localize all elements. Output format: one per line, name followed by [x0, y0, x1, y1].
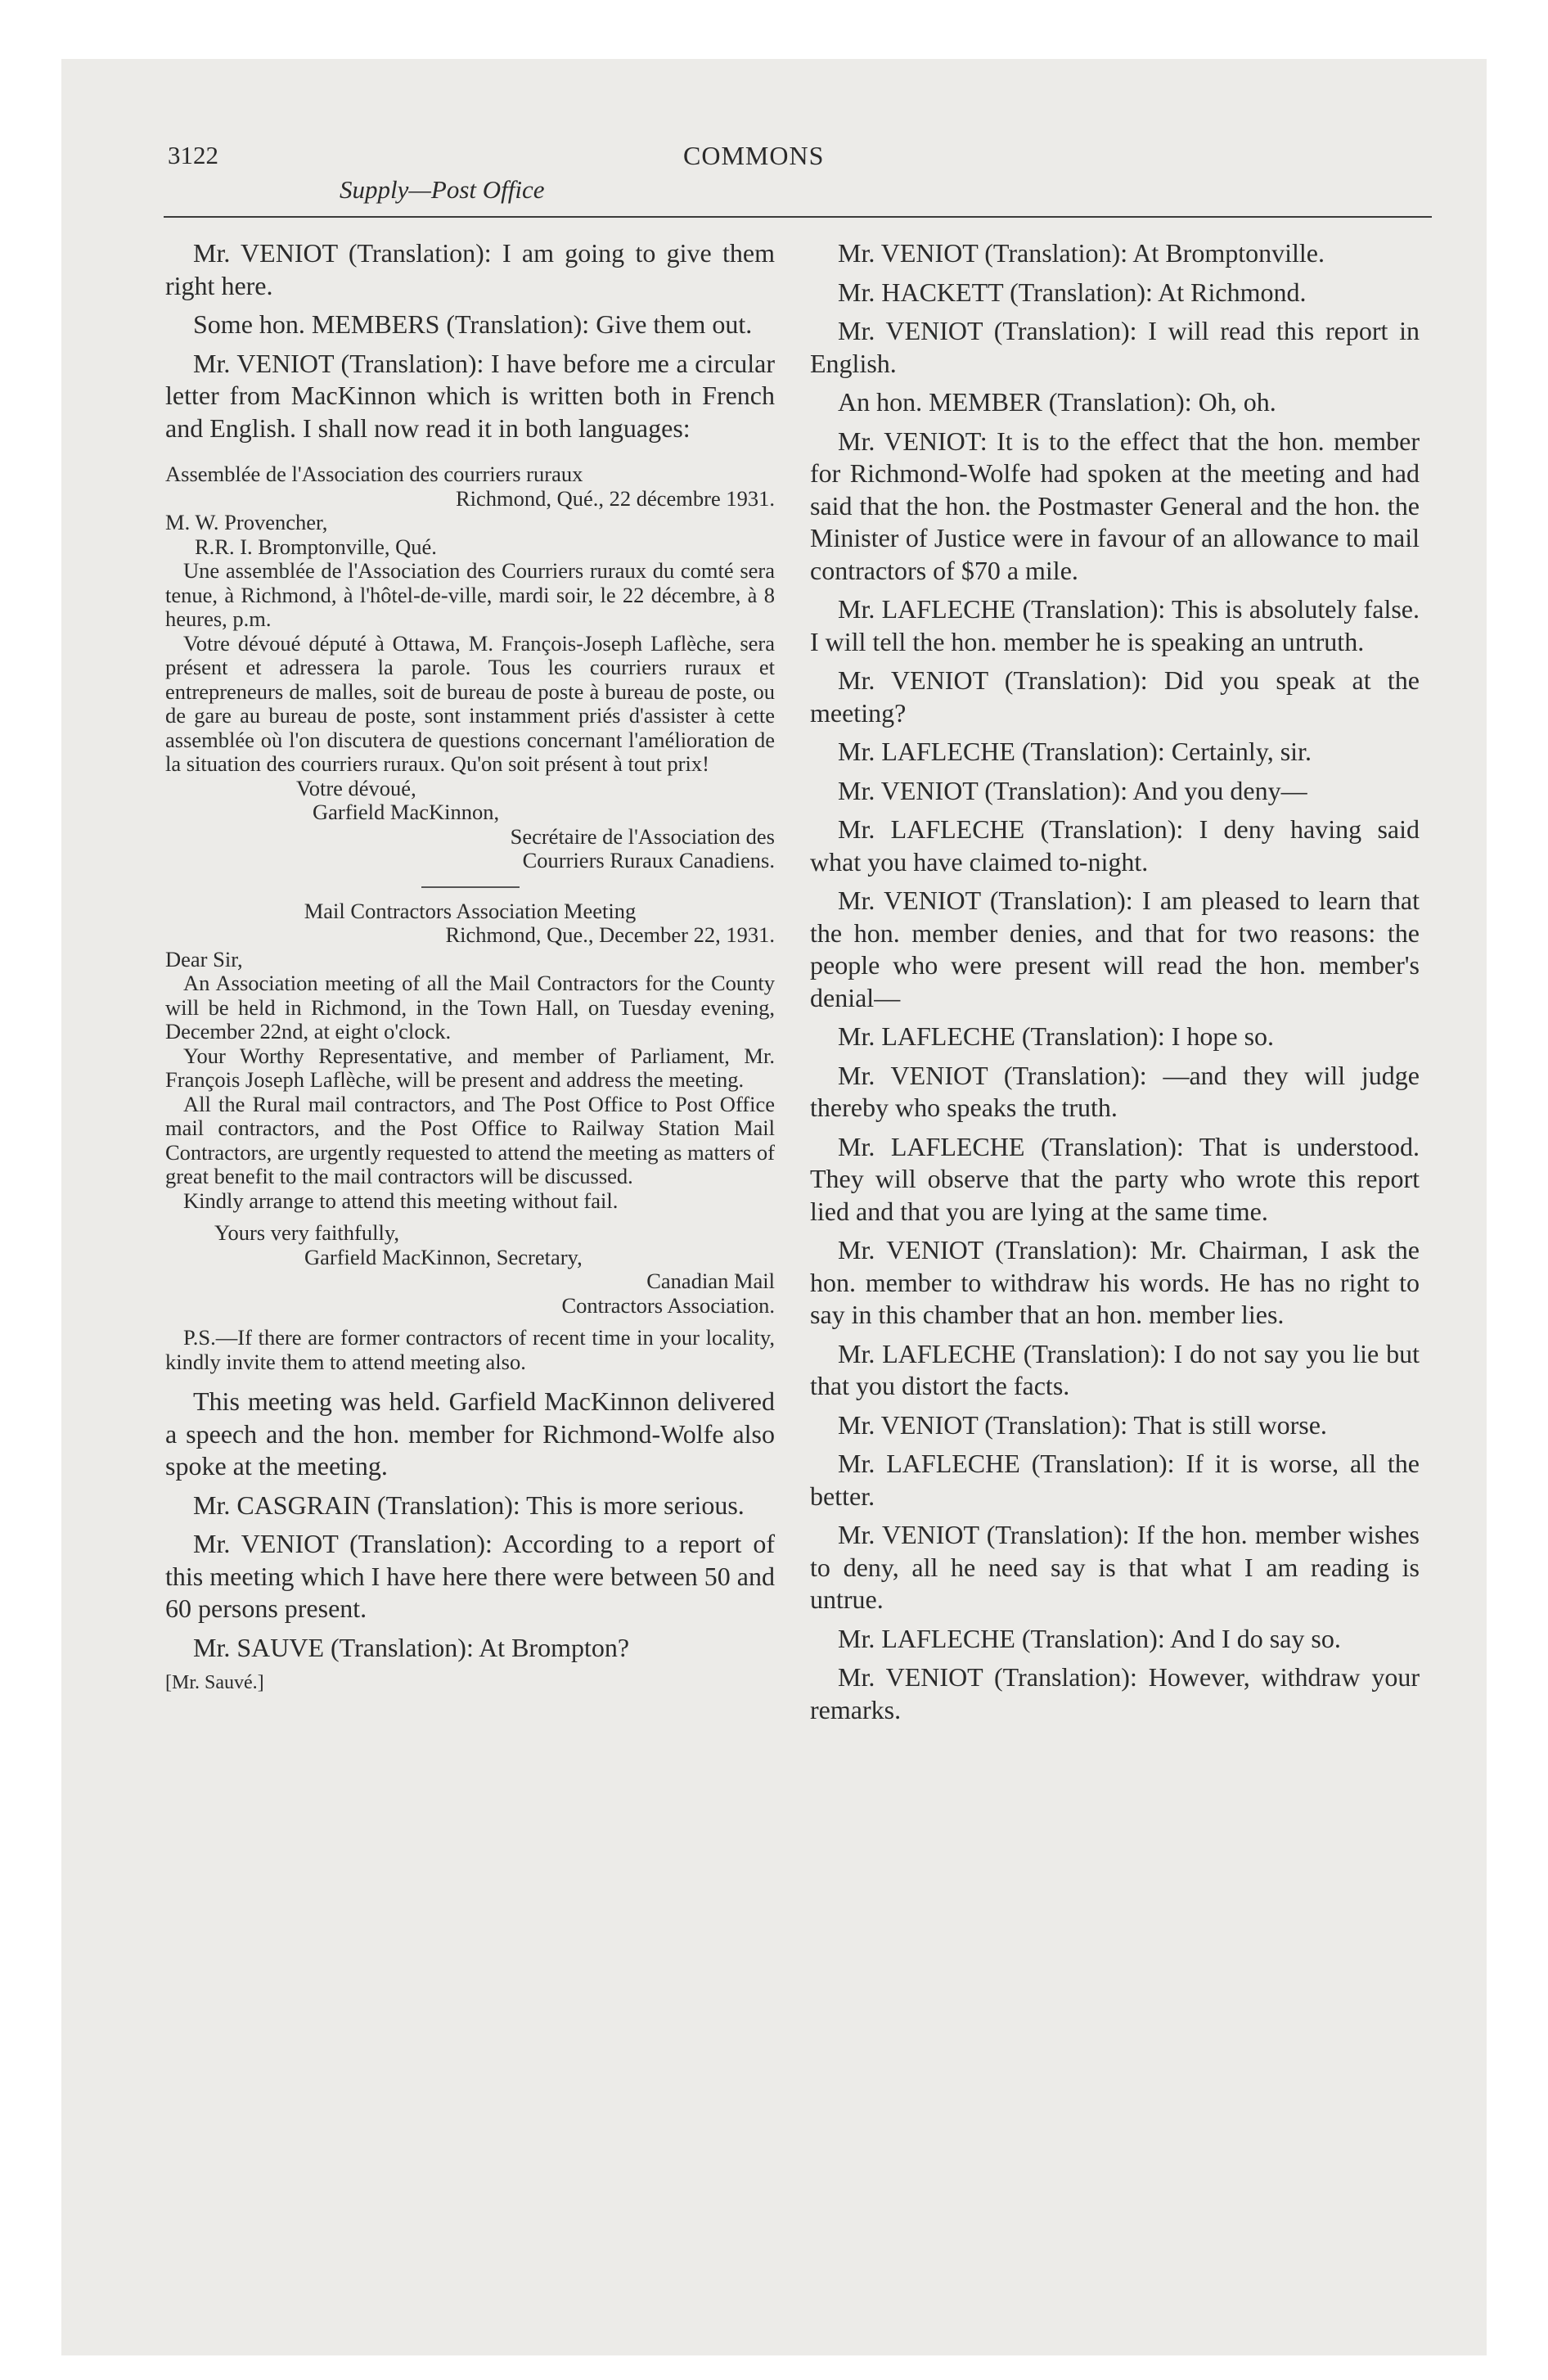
page-number: 3122 — [168, 141, 218, 169]
paragraph: Mr. LAFLECHE (Translation): And I do say so. — [838, 1623, 1341, 1653]
circular-signature: Garfield MacKinnon, — [313, 800, 500, 824]
paragraph: Mr. LAFLECHE (Translation): I do not say you lie but that you distort the facts. — [810, 1338, 1420, 1400]
paragraph: Mr. LAFLECHE (Translation): I hope so. — [838, 1021, 1275, 1051]
french-circular — [165, 462, 775, 873]
paragraph: Mr. VENIOT: It is to the effect that the hon. member for Richmond-Wolfe had spoken at the meeting and had said that the hon. the Postmaster General and the hon. the Minister of Justice were in favour of an allowance to mail contractors of $70 a mile. — [810, 426, 1420, 585]
circular-signature: Courriers Ruraux Canadiens. — [522, 848, 775, 872]
circular-paragraph: Une assemblée de l'Association des Courriers ruraux du comté sera tenue, à Richmond, à l'hôtel-de-ville, mardi soir, le 22 décembre, à 8 heures, p.m. — [165, 558, 775, 631]
paragraph: Mr. CASGRAIN (Translation): This is more serious. — [193, 1490, 745, 1520]
right-column — [810, 237, 1420, 1733]
circular-signature: Votre dévoué, — [296, 775, 416, 800]
circular-paragraph: Your Worthy Representative, and member of Parliament, Mr. François Joseph Laflèche, will be present and address the meeting. — [165, 1043, 775, 1092]
circular-address: M. W. Provencher, — [165, 510, 328, 534]
section-divider — [421, 886, 520, 888]
circular-signature: Garfield MacKinnon, Secretary, — [304, 1244, 583, 1269]
paragraph: Some hon. MEMBERS (Translation): Give them out. — [193, 309, 753, 339]
circular-signature: Secrétaire de l'Association des — [510, 823, 775, 849]
paragraph: Mr. VENIOT (Translation): And you deny— — [838, 775, 1307, 805]
english-circular — [165, 899, 775, 1375]
circular-dateline: Richmond, Qué., 22 décembre 1931. — [455, 485, 775, 511]
circular-paragraph: Kindly arrange to attend this meeting without fail. — [183, 1188, 619, 1213]
paragraph: Mr. LAFLECHE (Translation): I deny having said what you have claimed to-night. — [810, 814, 1420, 877]
circular-dateline: Richmond, Que., December 22, 1931. — [445, 922, 775, 947]
circular-address: R.R. I. Bromptonville, Qué. — [195, 534, 437, 559]
paragraph: Mr. LAFLECHE (Translation): That is understood. They will observe that the party who wrote this report lied and that you are lying at the same time. — [810, 1131, 1420, 1226]
paragraph: Mr. LAFLECHE (Translation): This is absolutely false. I will tell the hon. member he is speaking an untruth. — [810, 594, 1420, 656]
paragraph: Mr. VENIOT (Translation): I will read this report in English. — [810, 316, 1420, 378]
paragraph: Mr. VENIOT (Translation): Mr. Chairman, I ask the hon. member to withdraw his words. He has no right to say in this chamber that an hon. member lies. — [810, 1235, 1420, 1329]
paragraph: Mr. VENIOT (Translation): —and they will judge thereby who speaks the truth. — [810, 1060, 1420, 1122]
paragraph: Mr. VENIOT (Translation): At Bromptonville. — [838, 238, 1325, 268]
circular-signature: Canadian Mail — [646, 1269, 775, 1293]
paragraph: This meeting was held. Garfield MacKinnon delivered a speech and the hon. member for Richmond-Wolfe also spoke at the meeting. — [165, 1386, 775, 1481]
page-footer: [Mr. Sauvé.] — [165, 1672, 264, 1693]
paragraph: Mr. VENIOT (Translation): Did you speak at the meeting? — [810, 665, 1420, 728]
paragraph: Mr. VENIOT (Translation): However, withdraw your remarks. — [810, 1662, 1420, 1724]
circular-paragraph: Votre dévoué député à Ottawa, M. François-Joseph Laflèche, sera présent et adressera la parole. Tous les courriers ruraux et entrepreneurs de malles, soit de bureau de poste à bureau de poste, ou de gare au bureau de poste, sont instamment priés d'assister à cette assemblée où l'on discutera de questions concernant l'amélioration de la situation des courriers ruraux. Qu'on soit présent à tout prix! — [165, 630, 775, 776]
paragraph: An hon. MEMBER (Translation): Oh, oh. — [838, 387, 1276, 417]
section-subtitle: Supply—Post Office — [340, 175, 545, 204]
circular-heading: Mail Contractors Association Meeting — [304, 898, 637, 923]
paragraph: Mr. VENIOT (Translation): According to a report of this meeting which I have here there were between 50 and 60 persons present. — [165, 1529, 775, 1623]
circular-signature: Yours very faithfully, — [214, 1220, 399, 1245]
paragraph: Mr. LAFLECHE (Translation): Certainly, sir. — [838, 737, 1312, 766]
paragraph: Mr. VENIOT (Translation): That is still worse. — [838, 1409, 1327, 1440]
paragraph: Mr. VENIOT (Translation): I have before me a circular letter from MacKinnon which is written both in French and English. I shall now read it in both languages: — [165, 348, 775, 443]
circular-heading: Assemblée de l'Association des courriers ruraux — [165, 462, 583, 486]
spacer — [165, 451, 775, 462]
circular-paragraph: All the Rural mail contractors, and The Post Office to Post Office mail contractors, and the Post Office to Railway Station Mail Contractors, are urgently requested to attend the meeting as matters of great benefit to the mail contractors will be discussed. — [165, 1091, 775, 1188]
circular-signature: Contractors Association. — [561, 1292, 775, 1318]
header-rule — [164, 216, 1432, 218]
paragraph: Mr. SAUVE (Translation): At Brompton? — [193, 1632, 630, 1662]
left-column — [165, 237, 775, 1695]
spacer — [165, 1374, 775, 1386]
page-title: COMMONS — [683, 141, 825, 170]
paragraph: Mr. LAFLECHE (Translation): If it is worse, all the better. — [810, 1449, 1420, 1511]
circular-paragraph: An Association meeting of all the Mail Contractors for the County will be held in Richmond, in the Town Hall, on Tuesday evening, December 22nd, at eight o'clock. — [165, 971, 775, 1044]
paragraph: Mr. VENIOT (Translation): I am going to give them right here. — [165, 238, 775, 300]
paragraph: Mr. VENIOT (Translation): I am pleased to learn that the hon. member denies, and that for two reasons: the people who were present will read the hon. member's denial— — [810, 886, 1420, 1012]
circular-postscript: P.S.—If there are former contractors of recent time in your locality, kindly invite them to attend meeting also. — [165, 1325, 775, 1374]
circular-salutation: Dear Sir, — [165, 946, 243, 971]
paragraph: Mr. VENIOT (Translation): If the hon. member wishes to deny, all he need say is that what I am reading is untrue. — [810, 1520, 1420, 1614]
paragraph: Mr. HACKETT (Translation): At Richmond. — [838, 277, 1307, 307]
